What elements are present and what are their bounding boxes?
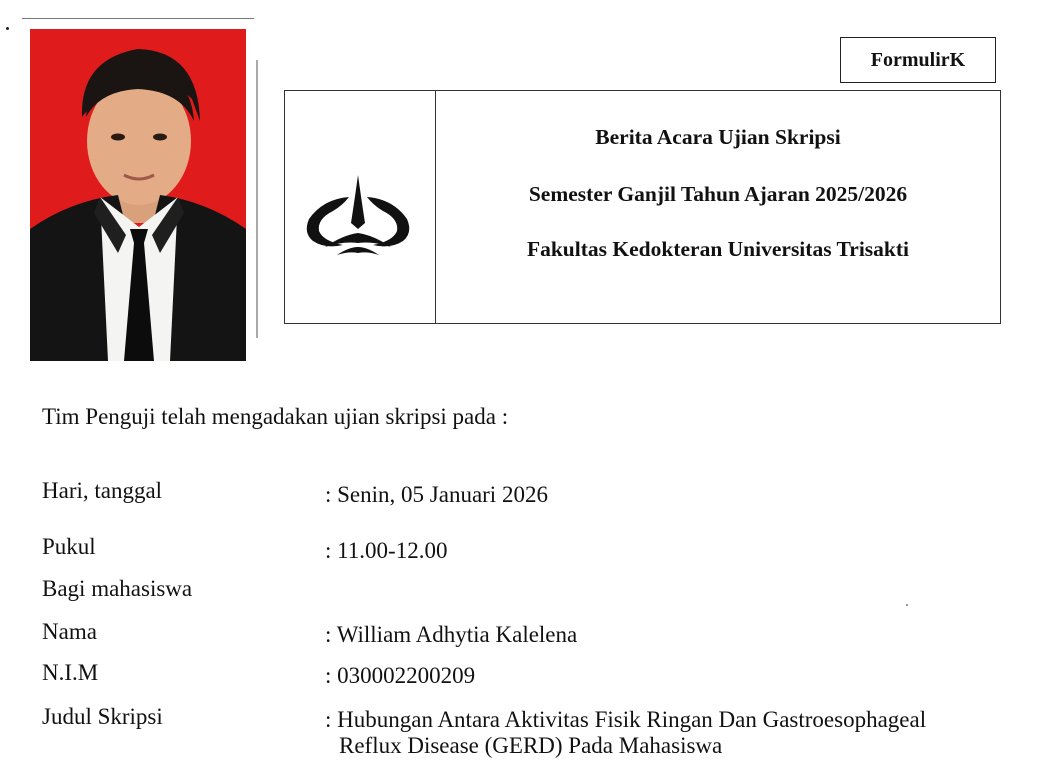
field-value: : 030002200209 (325, 663, 476, 688)
logo-cell (285, 91, 436, 323)
header-titles (436, 91, 1000, 323)
field-label: Hari, tanggal (42, 478, 163, 503)
document-title: Berita Acara Ujian Skripsi (595, 125, 841, 149)
photo-edge-line (256, 60, 258, 338)
field-value-line1: : Hubungan Antara Aktivitas Fisik Ringan Dan Gastroesophageal (325, 707, 927, 732)
field-label: Nama (42, 619, 97, 644)
intro-text: Tim Penguji telah mengadakan ujian skripsi pada : (42, 404, 509, 429)
field-label: Bagi mahasiswa (42, 576, 193, 601)
scan-speck (906, 604, 908, 606)
field-label: Pukul (42, 534, 96, 559)
top-divider (22, 18, 254, 19)
student-photo (30, 29, 246, 361)
field-label: N.I.M (42, 660, 99, 685)
semester-line: Semester Ganjil Tahun Ajaran 2025/2026 (528, 182, 908, 206)
field-value: : 11.00-12.00 (325, 538, 448, 563)
document-header (284, 90, 1001, 324)
field-value: : Senin, 05 Januari 2026 (325, 482, 548, 507)
trisakti-logo-icon (303, 175, 413, 265)
field-value-line2: Reflux Disease (GERD) Pada Mahasiswa (339, 733, 723, 758)
faculty-line: Fakultas Kedokteran Universitas Trisakti (526, 237, 910, 261)
scan-speck (6, 27, 9, 30)
form-code-box: FormulirK (840, 37, 996, 83)
field-label: Judul Skripsi (42, 704, 163, 729)
field-value: : William Adhytia Kalelena (325, 622, 578, 647)
